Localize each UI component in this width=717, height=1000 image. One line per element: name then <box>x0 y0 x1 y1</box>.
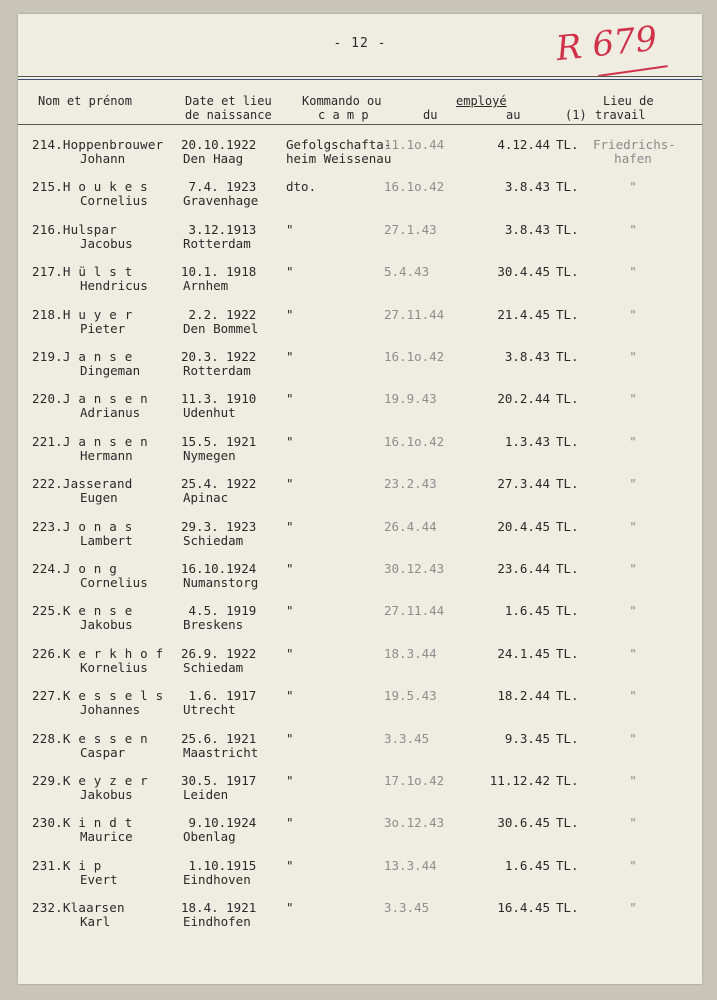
table-row <box>18 435 702 477</box>
camp-cell: " <box>286 349 294 364</box>
surname-cell: 220.J a n s e n <box>32 391 148 407</box>
given-name-cell: Hendricus <box>80 278 148 294</box>
birth-date-cell: 3.12.1913 <box>181 221 257 237</box>
surname-cell: 216.Hulspar <box>32 221 117 237</box>
employed-to-cell: 27.3.44 <box>497 476 550 492</box>
birth-date-cell: 18.4. 1921 <box>181 900 257 916</box>
birth-date-cell: 2.2. 1922 <box>181 306 257 322</box>
workplace-cell: " <box>629 221 637 237</box>
table-row <box>18 477 702 519</box>
birth-date-cell: 11.3. 1910 <box>181 391 257 407</box>
given-name-cell: Jacobus <box>80 235 133 251</box>
given-name-cell: Caspar <box>80 744 126 760</box>
given-name-cell: Evert <box>80 871 118 887</box>
header-au: au <box>506 108 521 122</box>
tl-cell: TL. <box>556 264 579 280</box>
surname-cell: 218.H u y e r <box>32 306 133 322</box>
employed-to-cell: 18.2.44 <box>497 688 550 704</box>
employed-from-cell: 3.3.45 <box>384 900 430 916</box>
camp-cell-line2: heim Weissenau <box>286 151 392 166</box>
workplace-cell: " <box>629 900 637 916</box>
tl-cell: TL. <box>556 221 579 237</box>
surname-cell: 231.K i p <box>32 857 102 873</box>
tl-cell: TL. <box>556 433 579 449</box>
birth-place-cell: Schiedam <box>183 659 244 675</box>
employed-from-cell: 19.9.43 <box>384 391 437 407</box>
header-kommando-line2: c a m p <box>318 108 369 122</box>
camp-cell: " <box>286 688 294 704</box>
surname-cell: 221.J a n s e n <box>32 433 148 449</box>
given-name-cell: Lambert <box>80 532 133 548</box>
tl-cell: TL. <box>556 179 579 195</box>
birth-date-cell: 7.4. 1923 <box>181 179 257 195</box>
tl-cell: TL. <box>556 900 579 916</box>
employed-to-cell: 30.4.45 <box>497 264 550 280</box>
birth-date-cell: 4.5. 1919 <box>181 603 257 619</box>
camp-cell: " <box>286 815 294 831</box>
birth-date-cell: 20.10.1922 <box>181 137 257 152</box>
header-date-line1: Date et lieu <box>185 94 272 108</box>
tl-cell: TL. <box>556 688 579 704</box>
surname-cell: 222.Jasserand <box>32 476 133 492</box>
surname-cell: 223.J o n a s <box>32 518 133 534</box>
given-name-cell: Maurice <box>80 829 133 845</box>
employed-from-cell: 3o.12.43 <box>384 815 445 831</box>
birth-date-cell: 29.3. 1923 <box>181 518 257 534</box>
workplace-cell: " <box>629 773 637 788</box>
camp-cell: " <box>286 476 294 492</box>
workplace-cell: " <box>629 645 637 661</box>
birth-date-cell: 25.4. 1922 <box>181 476 257 492</box>
surname-cell: 230.K i n d t <box>32 815 133 831</box>
camp-cell: " <box>286 391 294 407</box>
camp-cell: " <box>286 645 294 661</box>
birth-place-cell: Nymegen <box>183 447 236 463</box>
surname-cell: 224.J o n g <box>32 561 117 576</box>
employed-to-cell: 30.6.45 <box>497 815 550 831</box>
employed-from-cell: 30.12.43 <box>384 561 445 576</box>
page-number: - 12 - <box>333 36 387 51</box>
given-name-cell: Cornelius <box>80 193 148 209</box>
workplace-cell: " <box>629 688 637 704</box>
birth-date-cell: 26.9. 1922 <box>181 645 257 661</box>
tl-cell: TL. <box>556 476 579 492</box>
given-name-cell: Hermann <box>80 447 133 463</box>
workplace-cell: " <box>629 391 637 407</box>
workplace-cell: " <box>629 264 637 280</box>
tl-cell: TL. <box>556 730 579 746</box>
employed-from-cell: 5.4.43 <box>384 264 430 280</box>
employed-from-cell: 17.1o.42 <box>384 773 445 788</box>
camp-cell: " <box>286 773 294 788</box>
given-name-cell: Jakobus <box>80 787 133 802</box>
workplace-cell: " <box>629 857 637 873</box>
birth-place-cell: Obenlag <box>183 829 236 845</box>
employed-from-cell: 3.3.45 <box>384 730 430 746</box>
given-name-cell: Jakobus <box>80 617 133 633</box>
birth-place-cell: Utrecht <box>183 702 236 718</box>
given-name-cell: Karl <box>80 914 111 930</box>
employed-from-cell: 19.5.43 <box>384 688 437 704</box>
employed-from-cell: 16.1o.42 <box>384 179 445 195</box>
given-name-cell: Adrianus <box>80 405 141 421</box>
employed-from-cell: 26.4.44 <box>384 518 437 534</box>
employed-from-cell: 27.1.43 <box>384 221 437 237</box>
employed-to-cell: 24.1.45 <box>497 645 550 661</box>
camp-cell: " <box>286 857 294 873</box>
birth-place-cell: Den Haag <box>183 151 244 166</box>
birth-date-cell: 16.10.1924 <box>181 561 257 576</box>
tl-cell: TL. <box>556 137 579 152</box>
surname-cell: 228.K e s s e n <box>32 730 148 746</box>
birth-place-cell: Eindhofen <box>183 914 251 930</box>
header-du: du <box>423 108 438 122</box>
workplace-cell: " <box>629 518 637 534</box>
table-row <box>18 647 702 689</box>
workplace-cell: " <box>629 476 637 492</box>
employed-to-cell: 3.8.43 <box>504 349 550 364</box>
camp-cell: " <box>286 264 294 280</box>
employed-from-cell: 27.11.44 <box>384 306 445 322</box>
birth-place-cell: Arnhem <box>183 278 229 294</box>
tl-cell: TL. <box>556 603 579 619</box>
camp-cell: " <box>286 603 294 619</box>
header-employe: employé <box>456 94 507 108</box>
camp-cell: dto. <box>286 179 317 195</box>
birth-date-cell: 1.10.1915 <box>181 857 257 873</box>
document-page <box>18 14 702 984</box>
header-rule-blue <box>18 79 702 80</box>
table-row <box>18 604 702 646</box>
tl-cell: TL. <box>556 857 579 873</box>
employed-from-cell: 18.3.44 <box>384 645 437 661</box>
table-row <box>18 265 702 307</box>
employed-from-cell: 16.1o.42 <box>384 349 445 364</box>
birth-date-cell: 25.6. 1921 <box>181 730 257 746</box>
employed-from-cell: 23.2.43 <box>384 476 437 492</box>
workplace-cell: " <box>629 306 637 322</box>
employed-from-cell: 27.11.44 <box>384 603 445 619</box>
header-name: Nom et prénom <box>38 94 132 108</box>
workplace-cell: " <box>629 815 637 831</box>
birth-date-cell: 1.6. 1917 <box>181 688 257 704</box>
employed-to-cell: 3.8.43 <box>504 179 550 195</box>
tl-cell: TL. <box>556 561 579 576</box>
employed-from-cell: 16.1o.42 <box>384 433 445 449</box>
birth-place-cell: Maastricht <box>183 744 259 760</box>
table-row <box>18 901 702 943</box>
camp-cell: Gefolgschafta- <box>286 137 392 152</box>
birth-place-cell: Breskens <box>183 617 244 633</box>
header-date-line2: de naissance <box>185 108 272 122</box>
surname-cell: 227.K e s s e l s <box>32 688 164 704</box>
birth-date-cell: 15.5. 1921 <box>181 433 257 449</box>
header-lieu-line2: travail <box>595 108 646 122</box>
employed-to-cell: 23.6.44 <box>497 561 550 576</box>
tl-cell: TL. <box>556 815 579 831</box>
tl-cell: TL. <box>556 518 579 534</box>
employed-to-cell: 11.12.42 <box>489 773 550 788</box>
header-note: (1) <box>565 108 587 122</box>
employed-to-cell: 16.4.45 <box>497 900 550 916</box>
employed-to-cell: 3.8.43 <box>504 221 550 237</box>
employed-to-cell: 20.4.45 <box>497 518 550 534</box>
workplace-cell: " <box>629 603 637 619</box>
camp-cell: " <box>286 900 294 916</box>
workplace-cell: " <box>629 349 637 364</box>
camp-cell: " <box>286 221 294 237</box>
surname-cell: 225.K e n s e <box>32 603 133 619</box>
birth-place-cell: Apinac <box>183 490 229 506</box>
camp-cell: " <box>286 433 294 449</box>
birth-date-cell: 20.3. 1922 <box>181 349 257 364</box>
workplace-cell-line2: hafen <box>614 151 652 166</box>
table-row <box>18 562 702 604</box>
surname-cell: 232.Klaarsen <box>32 900 125 916</box>
birth-place-cell: Schiedam <box>183 532 244 548</box>
employed-from-cell: 11.1o.44 <box>384 137 445 152</box>
tl-cell: TL. <box>556 391 579 407</box>
tl-cell: TL. <box>556 773 579 788</box>
birth-place-cell: Rotterdam <box>183 235 251 251</box>
employed-to-cell: 9.3.45 <box>504 730 550 746</box>
birth-place-cell: Gravenhage <box>183 193 259 209</box>
tl-cell: TL. <box>556 306 579 322</box>
given-name-cell: Pieter <box>80 320 126 336</box>
birth-place-cell: Numanstorg <box>183 575 259 590</box>
header-lieu-line1: Lieu de <box>603 94 654 108</box>
header-rule-top <box>18 76 702 77</box>
table-row <box>18 732 702 774</box>
table-row <box>18 774 702 816</box>
table-row <box>18 392 702 434</box>
camp-cell: " <box>286 518 294 534</box>
birth-place-cell: Eindhoven <box>183 871 251 887</box>
tl-cell: TL. <box>556 349 579 364</box>
given-name-cell: Dingeman <box>80 363 141 378</box>
surname-cell: 217.H ü l s t <box>32 264 133 280</box>
header-rule-bottom <box>18 124 702 125</box>
workplace-cell: " <box>629 561 637 576</box>
table-row <box>18 350 702 392</box>
birth-date-cell: 9.10.1924 <box>181 815 257 831</box>
workplace-cell: " <box>629 730 637 746</box>
given-name-cell: Kornelius <box>80 659 148 675</box>
given-name-cell: Cornelius <box>80 575 148 590</box>
table-row <box>18 816 702 858</box>
employed-to-cell: 20.2.44 <box>497 391 550 407</box>
camp-cell: " <box>286 306 294 322</box>
workplace-cell: " <box>629 433 637 449</box>
archive-stamp: R 679 <box>554 18 660 70</box>
table-row <box>18 520 702 562</box>
birth-place-cell: Leiden <box>183 787 229 802</box>
surname-cell: 229.K e y z e r <box>32 773 148 788</box>
header-kommando-line1: Kommando ou <box>302 94 382 108</box>
table-row <box>18 689 702 731</box>
surname-cell: 214.Hoppenbrouwer <box>32 137 164 152</box>
employed-to-cell: 4.12.44 <box>497 137 550 152</box>
table-row <box>18 859 702 901</box>
given-name-cell: Johann <box>80 151 126 166</box>
birth-date-cell: 30.5. 1917 <box>181 773 257 788</box>
surname-cell: 215.H o u k e s <box>32 179 148 195</box>
employed-from-cell: 13.3.44 <box>384 857 437 873</box>
given-name-cell: Eugen <box>80 490 118 506</box>
birth-place-cell: Udenhut <box>183 405 236 421</box>
given-name-cell: Johannes <box>80 702 141 718</box>
workplace-cell: Friedrichs- <box>593 137 676 152</box>
employed-to-cell: 21.4.45 <box>497 306 550 322</box>
birth-place-cell: Rotterdam <box>183 363 251 378</box>
table-row <box>18 308 702 350</box>
table-row <box>18 223 702 265</box>
birth-place-cell: Den Bommel <box>183 320 259 336</box>
employed-to-cell: 1.6.45 <box>504 857 550 873</box>
employed-to-cell: 1.6.45 <box>504 603 550 619</box>
surname-cell: 219.J a n s e <box>32 349 133 364</box>
camp-cell: " <box>286 561 294 576</box>
birth-date-cell: 10.1. 1918 <box>181 264 257 280</box>
table-row <box>18 138 702 180</box>
tl-cell: TL. <box>556 645 579 661</box>
surname-cell: 226.K e r k h o f <box>32 645 164 661</box>
camp-cell: " <box>286 730 294 746</box>
employed-to-cell: 1.3.43 <box>504 433 550 449</box>
table-row <box>18 180 702 222</box>
workplace-cell: " <box>629 179 637 195</box>
